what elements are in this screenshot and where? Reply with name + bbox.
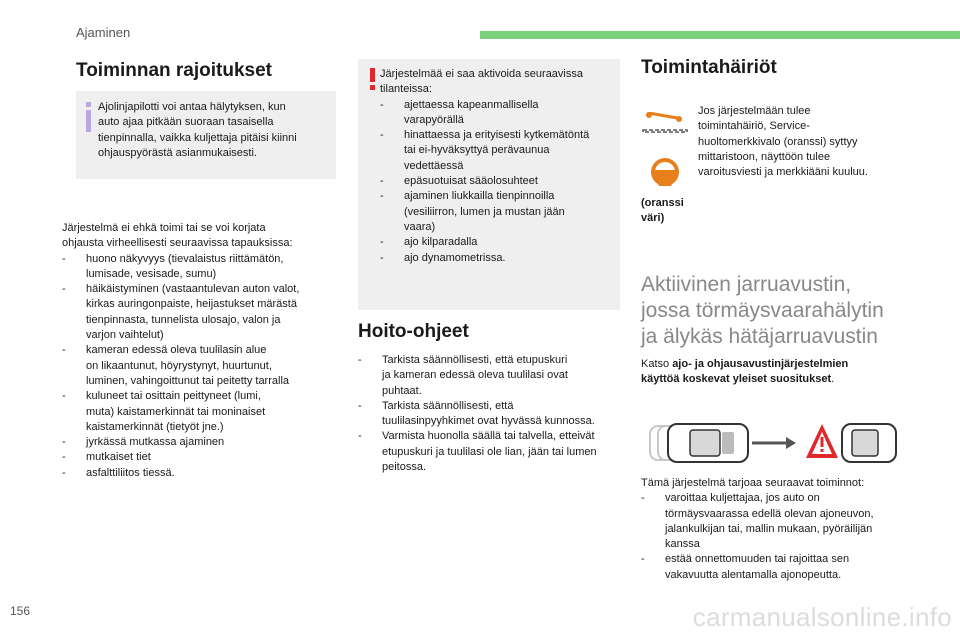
page-number: 156 [10, 604, 31, 618]
list-item-text: jyrkässä mutkassa ajaminen [86, 436, 225, 449]
info-line: ohjauspyörästä asianmukaisesti. [98, 146, 257, 159]
list-item [358, 399, 597, 414]
info-line: auto ajaa pitkään suoraan tasaisella [98, 116, 274, 129]
list-item-continuation: kanssa [665, 538, 700, 551]
list-item-continuation: törmäysvaarassa edellä olevan ajoneuvon, [665, 507, 874, 520]
intro-line: ohjausta virheellisesti seuraavissa tapauksissa: [62, 237, 293, 250]
list-dash: - [62, 451, 66, 464]
list-item-continuation: vaara) [404, 220, 436, 233]
list-item [62, 435, 299, 450]
list-item [62, 343, 299, 358]
list-item [358, 429, 597, 444]
system-functions: Tämä järjestelmä tarjoaa seuraavat toiminnot: - varoittaa kuljettajaa, jos auto on törmäysvaarassa edellä olevan ajoneuvon, jalankulkijan tai, mallin mukaan, pyöräilijän kanssa - estää onnettomuuden tai rajoittaa sen vakavuutta alentamalla ajonopeutta. [641, 476, 874, 583]
list-item-continuation: ja kameran edessä oleva tuulilasi ovat [382, 369, 568, 382]
list-item [62, 282, 299, 297]
list-item-text: asfalttiliitos tiessä. [86, 466, 175, 479]
list-item-text: kameran edessä oleva tuulilasin alue [86, 344, 267, 357]
list-dash: - [380, 190, 384, 203]
list-item [62, 252, 299, 267]
list-item [641, 552, 874, 567]
list-item-text: kuluneet tai osittain peittyneet (lumi, [86, 390, 261, 403]
list-item [380, 189, 589, 204]
list-dash: - [62, 390, 66, 403]
list-item [641, 491, 874, 506]
list-item [62, 389, 299, 404]
section-title: Ajaminen [76, 25, 131, 40]
list-dash: - [358, 399, 362, 412]
list-item-text: Tarkista säännöllisesti, että etupuskuri [382, 354, 568, 366]
list-item [380, 98, 589, 113]
list-dash: - [62, 344, 66, 357]
malfunction-line: mittaristoon, näyttöön tulee [698, 150, 831, 163]
list-dash: - [380, 129, 384, 142]
list-item [380, 251, 589, 266]
list-item-text: ajaminen liukkailla tienpinnoilla [404, 190, 555, 203]
list-item-continuation: vakavuutta alentamalla ajonopeutta. [665, 568, 842, 581]
header-accent-bar [480, 31, 960, 39]
info-box-text [98, 100, 297, 161]
caption-line: (oranssi [641, 197, 684, 209]
list-item [62, 450, 299, 465]
warning-box [358, 59, 620, 310]
wrench-service-icon [641, 112, 689, 136]
list-item-continuation: lumisade, vesisade, sumu) [86, 267, 217, 280]
list-dash: - [641, 492, 645, 505]
warning-exclamation-icon [368, 68, 378, 90]
list-item-text: varoittaa kuljettajaa, jos auto on [665, 492, 820, 505]
vehicle-ahead-icon [818, 424, 898, 462]
list-item-continuation: tienpinnasta, tunnelista ulosajo, valon ja [86, 313, 281, 326]
care-list [358, 353, 597, 475]
see-recommendations: Katso ajo- ja ohjausavustinjärjestelmien käyttöä koskevat yleiset suositukset. [641, 358, 849, 386]
list-item [380, 174, 589, 189]
list-item-text: huono näkyvyys (tievalaistus riittämätön, [86, 252, 284, 265]
care-heading: Hoito-ohjeet [358, 321, 469, 342]
heading-line: Aktiivinen jarruavustin, [641, 273, 852, 296]
steering-wheel-icon [645, 156, 685, 188]
malfunction-line: toimintahäiriö, Service- [698, 120, 810, 133]
list-item-text: ajettaessa kapeanmallisella [404, 98, 539, 111]
limitations-list [62, 221, 299, 481]
list-item-text: mutkaiset tiet [86, 451, 151, 464]
list-item-continuation: peitossa. [382, 461, 427, 474]
warning-line: tilanteissa: [380, 83, 432, 96]
info-box [76, 91, 336, 179]
list-item-text: Varmista huonolla säällä tai talvella, etteivät [382, 430, 595, 443]
list-item-text: epäsuotuisat sääolosuhteet [404, 175, 538, 188]
list-item-continuation: varapyörällä [404, 113, 464, 126]
list-dash: - [358, 430, 362, 443]
list-item-continuation: jalankulkijan tai, mallin mukaan, pyöräilijän [665, 522, 873, 535]
list-item-continuation: tai ei-hyväksyttyä perävaunua [404, 144, 550, 157]
malfunctions-heading: Toimintahäiriöt [641, 57, 777, 78]
list-item-continuation: tuulilasinpyyhkimet ovat hyvässä kunnossa. [382, 415, 595, 428]
list-item-continuation: luminen, vahingoittunut tai peitetty tarralla [86, 374, 290, 387]
list-item-text: ajo kilparadalla [404, 236, 478, 249]
list-item-continuation: (vesiliirron, lumen ja mustan jään [404, 205, 565, 218]
malfunction-line: huoltomerkkivalo (oranssi) syttyy [698, 135, 858, 148]
list-item-continuation: puhtaat. [382, 384, 422, 397]
list-dash: - [380, 98, 384, 111]
caption-line: väri) [641, 212, 665, 225]
list-item-text: ajo dynamometrissa. [404, 251, 506, 264]
list-item [62, 466, 299, 481]
warning-line: Järjestelmää ei saa aktivoida seuraavissa [380, 68, 583, 80]
malfunction-line: Jos järjestelmään tulee [698, 105, 811, 117]
list-dash: - [62, 466, 66, 479]
malfunction-line: varoitusviesti ja merkkiääni kuuluu. [698, 166, 868, 179]
list-item [358, 353, 597, 368]
list-dash: - [380, 251, 384, 264]
own-car-icon [668, 424, 748, 462]
list-item-continuation: on likaantunut, höyrystynyt, huurtunut, [86, 359, 272, 372]
list-item-continuation: etupuskuri ja tuulilasi ole lian, jään tai lumen [382, 445, 597, 458]
list-dash: - [380, 236, 384, 249]
brake-assist-heading [641, 272, 884, 350]
list-item-text: Tarkista säännöllisesti, että [382, 399, 514, 412]
info-line: tienpinnalla, vaikka kuljettaja pitäisi kiinni [98, 131, 297, 144]
list-item-text: häikäistyminen (vastaantulevan auton valot, [86, 283, 300, 296]
heading-line: ja älykäs hätäjarruavustin [641, 325, 878, 348]
list-dash: - [62, 283, 66, 296]
list-item-continuation: varjon vaihtelut) [86, 329, 164, 342]
list-item-continuation: kirkas auringonpaiste, heijastukset märästä [86, 298, 297, 311]
collision-warning-illustration [646, 418, 900, 468]
watermark: carmanualsonline.info [692, 602, 952, 632]
list-item-continuation: kaistamerkinnät (tietyöt jne.) [86, 420, 224, 433]
intro-line: Järjestelmä ei ehkä toimi tai se voi korjata [62, 222, 266, 234]
list-item-text: estää onnettomuuden tai rajoittaa sen [665, 553, 850, 566]
list-item [380, 235, 589, 250]
list-item-continuation: muta) kaistamerkinnät tai moninaiset [86, 405, 266, 418]
heading-line: jossa törmäysvaarahälytin [641, 299, 884, 322]
list-dash: - [641, 553, 645, 566]
list-item-text: hinattaessa ja erityisesti kytkemätöntä [404, 129, 590, 142]
list-dash: - [380, 175, 384, 188]
info-icon [86, 102, 91, 132]
list-dash: - [62, 436, 66, 449]
list-item-continuation: vedettäessä [404, 159, 464, 172]
icon-caption [641, 196, 684, 227]
info-line: Ajolinjapilotti voi antaa hälytyksen, kun [98, 101, 286, 113]
list-item [380, 128, 589, 143]
list-dash: - [62, 252, 66, 265]
limitations-heading: Toiminnan rajoitukset [76, 60, 273, 81]
list-dash: - [358, 354, 362, 366]
malfunction-text [698, 104, 868, 180]
